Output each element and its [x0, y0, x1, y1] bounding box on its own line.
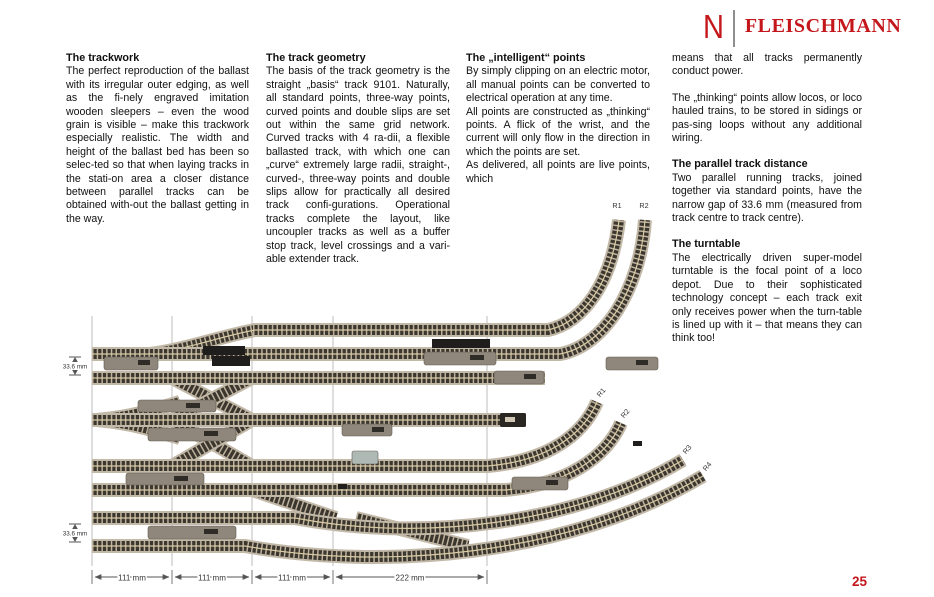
- brand-name: FLEISCHMANN: [744, 15, 902, 37]
- dimension-label-222mm: 222 mm: [395, 573, 425, 583]
- curve-label-r1-right: R1: [594, 385, 608, 399]
- heading-turntable: The turntable: [672, 238, 741, 251]
- track-gap-label-upper: 33.6 mm: [62, 363, 88, 371]
- curve-label-r2-right: R2: [618, 406, 632, 420]
- curve-label-r3-right: R3: [680, 442, 694, 456]
- dimension-label-111mm-2: 111 mm: [198, 573, 226, 583]
- track-gap-dimension-lower: [63, 524, 88, 542]
- paragraph: The electrically driven super-model turntable is the focal point of a loco depot. Due to their sophisticated technology concept – each track exit only receives power when the turn-table is lined up with it – that means they can think too!: [672, 251, 862, 345]
- page-number: 25: [852, 574, 868, 589]
- paragraph: The „thinking“ points allow locos, or loco hauled trains, to be stored in sidings or pas-sing loops without any additional wiring.: [672, 91, 862, 145]
- dimension-label-111mm-1: 111 mm: [118, 573, 146, 583]
- paragraph: By simply clipping on an electric motor, all manual points can be converted to electrical operation at any time.: [466, 65, 650, 105]
- paragraph: The basis of the track geometry is the straight „basis“ track 9101. Naturally, all standard points, three-way points, curved points and double slips are set out within the same grid network. Curved tracks with 4 ra-dii, a flexible ballasted track, with which one can „curve“ extremely large radii, straight-, curved-, three-way points and double slips allow for practically all desired track confi-gurations. Operational tracks complete the layout, like uncoupler tracks as well as a buffer stop track, level crossings and a vari-able extender track.: [266, 65, 450, 266]
- paragraph: The perfect reproduction of the ballast with its irregular outer edging, as well as the fi-nely engraved imitation wooden sleepers – even the wood grain is visible – make this trackwork especially realistic. The width and height of the ballast bed has been so selec-ted so that when laying tracks in the stati-on area a closer distance between parallel tracks can be obtained with-out the ballast getting in the way.: [66, 65, 249, 225]
- bottom-dimension-chain: [92, 570, 487, 584]
- paragraph: All points are constructed as „thinking“ points. A flick of the wrist, and the current will only flow in the direction in which the points are set.: [466, 105, 650, 158]
- gauge-letter: N: [703, 8, 724, 45]
- heading-intelligent-points: The „intelligent“ points: [466, 52, 586, 64]
- heading-trackwork: The trackwork: [66, 52, 140, 64]
- dimension-label-111mm-3: 111 mm: [278, 573, 306, 583]
- curve-label-r2-top: R2: [639, 201, 649, 210]
- curve-label-r1-top: R1: [612, 201, 622, 210]
- paragraph: Two parallel running tracks, joined together via standard points, have the narrow gap of 33.6 mm (measured from track centre to track centre).: [672, 171, 862, 225]
- track-gap-label-lower: 33.6 mm: [62, 530, 88, 538]
- curve-label-r4-right: R4: [700, 459, 714, 473]
- paragraph: As delivered, all points are live points, which: [466, 159, 650, 185]
- paragraph: means that all tracks permanently conduct power.: [672, 52, 862, 78]
- heading-parallel-track-distance: The parallel track distance: [672, 158, 808, 171]
- track-gap-dimension-upper: [63, 357, 88, 375]
- heading-track-geometry: The track geometry: [266, 52, 366, 64]
